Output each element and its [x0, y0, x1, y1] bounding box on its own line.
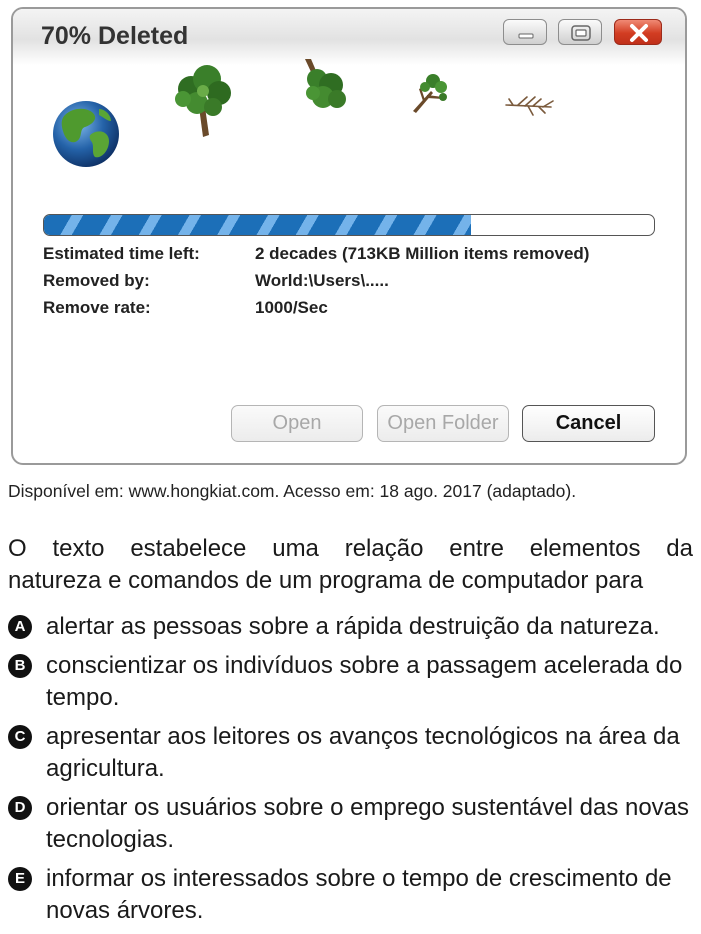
thinning-tree-icon [413, 74, 447, 113]
option-text: conscientizar os indivíduos sobre a passagem acelerada do tempo. [46, 652, 683, 711]
detail-label: Removed by: [43, 271, 150, 290]
earth-globe-icon [53, 101, 119, 167]
detail-label: Estimated time left: [43, 244, 200, 263]
delete-dialog-window [11, 7, 687, 465]
window-title: 70% Deleted [41, 22, 189, 50]
progress-bar [43, 214, 655, 236]
dead-tree-icon [506, 97, 553, 115]
option-letter-badge: B [8, 654, 32, 678]
detail-value: World:\Users\..... [255, 271, 389, 290]
open-folder-button[interactable]: Open Folder [377, 405, 509, 442]
detail-value: 1000/Sec [255, 298, 328, 317]
question-stem [8, 533, 693, 597]
tree-icon [305, 59, 346, 108]
close-icon [615, 20, 663, 46]
detail-label: Remove rate: [43, 298, 151, 317]
answer-option-a[interactable] [8, 611, 693, 643]
answer-option-e[interactable] [8, 863, 693, 927]
cancel-button[interactable]: Cancel [522, 405, 655, 442]
maximize-icon [559, 20, 603, 46]
full-tree-icon [175, 65, 231, 137]
answer-options [8, 611, 693, 934]
maximize-button[interactable] [558, 19, 602, 45]
option-text: alertar as pessoas sobre a rápida destruição da natureza. [46, 613, 660, 640]
answer-option-b[interactable] [8, 650, 693, 714]
option-letter-badge: A [8, 615, 32, 639]
option-letter-badge: E [8, 867, 32, 891]
question-stem-line-2: natureza e comandos de um programa de computador para [8, 567, 644, 594]
source-caption: Disponível em: www.hongkiat.com. Acesso em: 18 ago. 2017 (adaptado). [8, 481, 577, 501]
option-letter-badge: C [8, 725, 32, 749]
close-button[interactable] [614, 19, 662, 45]
option-text: informar os interessados sobre o tempo de crescimento de novas árvores. [46, 865, 672, 924]
option-letter-badge: D [8, 796, 32, 820]
answer-option-c[interactable] [8, 721, 693, 785]
option-text: orientar os usuários sobre o emprego sustentável das novas tecnologias. [46, 794, 690, 853]
nature-scene [13, 49, 685, 199]
option-text: apresentar aos leitores os avanços tecnológicos na área da agricultura. [46, 723, 680, 782]
minimize-button[interactable] [503, 19, 547, 45]
progress-fill [44, 215, 471, 235]
minimize-icon [504, 20, 548, 46]
question-stem-line-1: O texto estabelece uma relação entre elementos da [8, 535, 693, 562]
detail-value: 2 decades (713KB Million items removed) [255, 244, 590, 263]
answer-option-d[interactable] [8, 792, 693, 856]
open-button[interactable]: Open [231, 405, 363, 442]
